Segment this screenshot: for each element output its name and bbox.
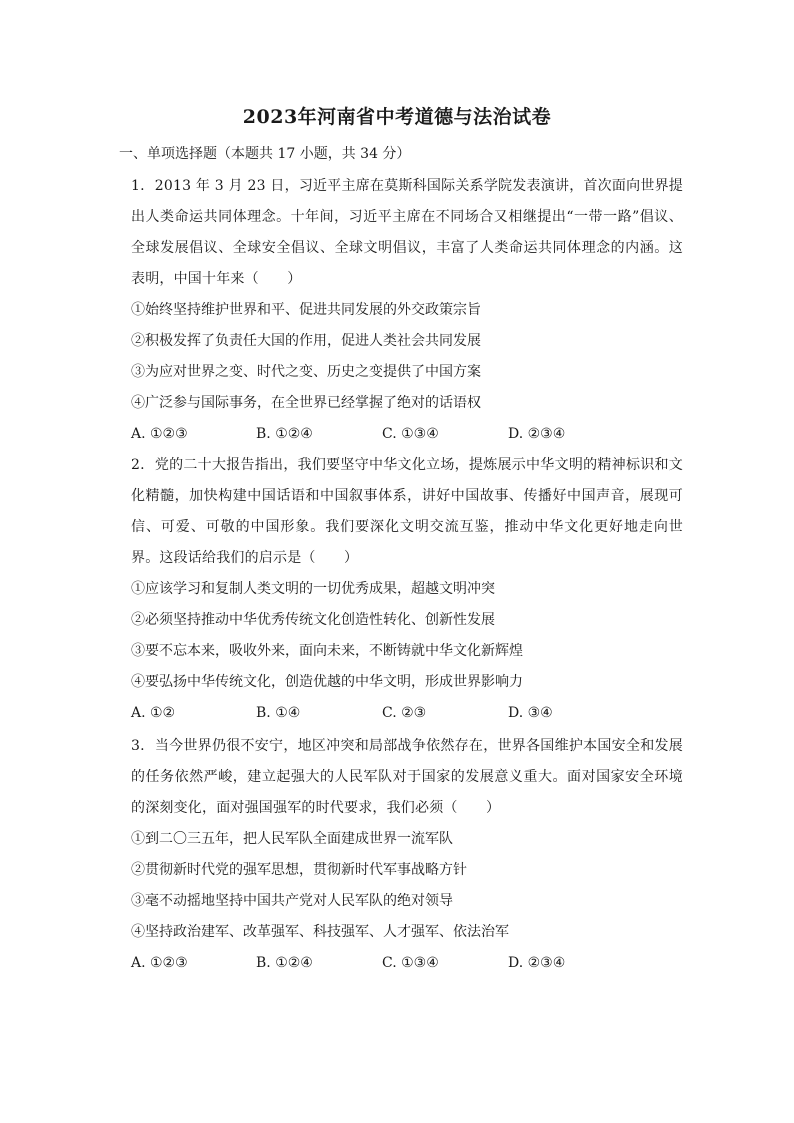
question-3 [131, 731, 683, 979]
answer-choices [131, 948, 683, 979]
choice-c: C. ②③ [382, 705, 427, 721]
question-stem [131, 171, 683, 295]
statement-option: ④广泛参与国际事务，在全世界已经掌握了绝对的话语权 [131, 395, 481, 411]
choice-d: D. ②③④ [508, 426, 566, 442]
choice-a: A. ①②③ [131, 955, 188, 971]
answer-choices [131, 698, 683, 729]
statement-option: ③为应对世界之变、时代之变、历史之变提供了中国方案 [131, 364, 481, 380]
document-title: 2023年河南省中考道德与法治试卷 [242, 106, 552, 128]
question-text: 2013 年 3 月 23 日，习近平主席在莫斯科国际关系学院发表演讲，首次面向世界提出人类命运共同体理念。十年间，习近平主席在不同场合又相继提出“一带一路”倡议、全球发展倡议、全球安全倡议、全球文明倡议，丰富了人类命运共同体理念的内涵。这表明，中国十年来（ ） [131, 178, 683, 287]
statement-option: ③要不忘本来，吸收外来，面向未来，不断铸就中华文化新辉煌 [131, 643, 523, 659]
choice-a: A. ①② [131, 705, 176, 721]
statement-option: ①到二〇三五年，把人民军队全面建成世界一流军队 [131, 831, 453, 847]
statement-option: ②必须坚持推动中华优秀传统文化创造性转化、创新性发展 [131, 612, 495, 628]
question-text: 党的二十大报告指出，我们要坚守中华文化立场，提炼展示中华文明的精神标识和文化精髓，加快构建中国话语和中国叙事体系，讲好中国故事、传播好中国声音，展现可信、可爱、可敬的中国形象。我们要深化文明交流互鉴，推动中华文化更好地走向世界。这段话给我们的启示是（ ） [131, 457, 683, 566]
question-number: 1. [131, 178, 145, 194]
question-2 [131, 450, 683, 729]
choice-b: B. ①④ [256, 705, 301, 721]
question-number: 2. [131, 457, 145, 473]
choice-a: A. ①②③ [131, 426, 188, 442]
question-1 [131, 171, 683, 450]
choice-b: B. ①②④ [256, 955, 313, 971]
choice-c: C. ①③④ [382, 955, 439, 971]
question-text: 当今世界仍很不安宁，地区冲突和局部战争依然存在，世界各国维护本国安全和发展的任务依然严峻，建立起强大的人民军队对于国家的发展意义重大。面对国家安全环境的深刻变化，面对强国强军的时代要求，我们必须（ ） [131, 738, 683, 816]
statement-option: ④坚持政治建军、改革强军、科技强军、人才强军、依法治军 [131, 924, 509, 940]
question-number: 3. [131, 738, 145, 754]
section-heading: 一、单项选择题（本题共 17 小题，共 34 分） [119, 146, 411, 162]
choice-d: D. ②③④ [508, 955, 566, 971]
statement-option: ①应该学习和复制人类文明的一切优秀成果，超越文明冲突 [131, 581, 495, 597]
choice-c: C. ①③④ [382, 426, 439, 442]
choice-b: B. ①②④ [256, 426, 313, 442]
statement-option: ②贯彻新时代党的强军思想，贯彻新时代军事战略方针 [131, 862, 467, 878]
statement-option: ④要弘扬中华传统文化，创造优越的中华文明，形成世界影响力 [131, 674, 523, 690]
question-stem [131, 450, 683, 574]
statement-option: ③毫不动摇地坚持中国共产党对人民军队的绝对领导 [131, 893, 453, 909]
answer-choices [131, 419, 683, 450]
statement-option: ①始终坚持维护世界和平、促进共同发展的外交政策宗旨 [131, 302, 481, 318]
statement-option: ②积极发挥了负责任大国的作用，促进人类社会共同发展 [131, 333, 481, 349]
question-stem [131, 731, 683, 824]
choice-d: D. ③④ [508, 705, 553, 721]
